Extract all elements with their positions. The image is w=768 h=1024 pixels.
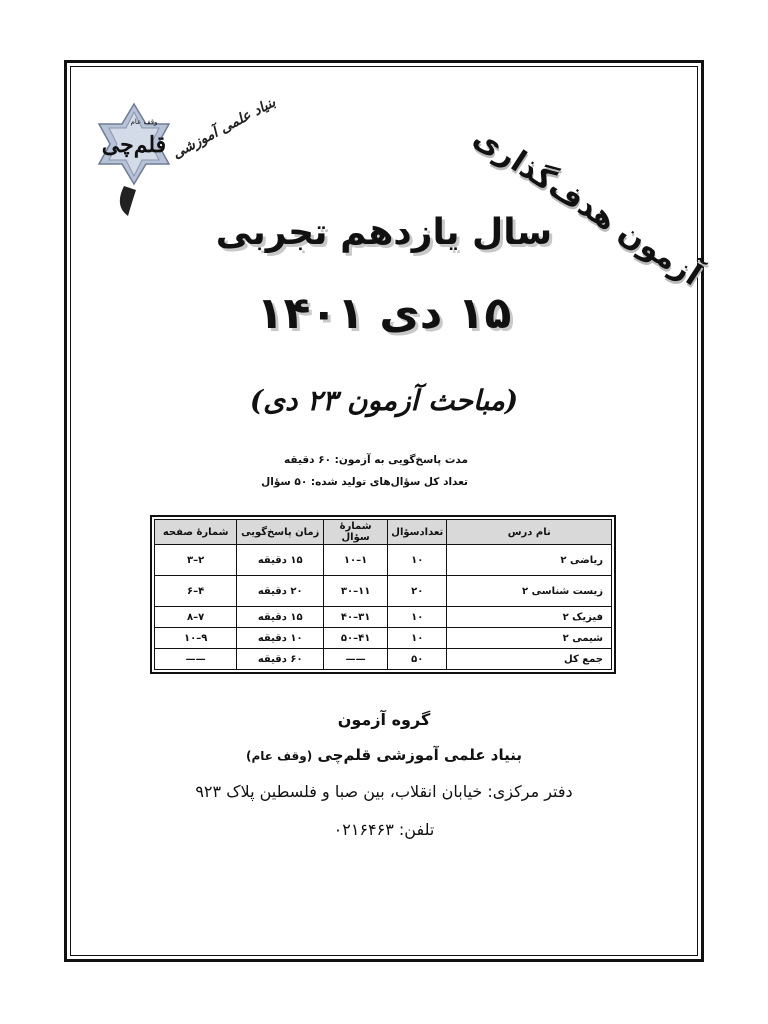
logo-mark-text: قلم‌چی: [101, 132, 167, 158]
cell-time: ۶۰ دقیقه: [237, 649, 324, 670]
cell-subject: فیزیک ۲: [447, 607, 612, 628]
header-range: شمارهٔ سؤال: [324, 520, 388, 545]
table-row: [155, 628, 612, 649]
cell-pages: ——: [155, 649, 237, 670]
exam-date: ۱۵ دی ۱۴۰۱: [256, 288, 512, 339]
cell-count: ۵۰: [388, 649, 447, 670]
header-count: تعدادسؤال: [388, 520, 447, 545]
exam-subtitle: (مباحث آزمون ۲۳ دی): [249, 384, 519, 417]
exam-group: گروه آزمون: [337, 710, 431, 729]
logo-org-text: بنیاد علمی آموزشی: [170, 94, 279, 163]
cell-range: ۳۱–۴۰: [324, 607, 388, 628]
table-row: [155, 576, 612, 607]
header-time: زمان پاسخ‌گویی: [237, 520, 324, 545]
phone-number: تلفن: ۰۲۱۶۴۶۳: [333, 820, 435, 839]
exam-stamp: آزمون هدف‌گذاری: [466, 120, 708, 294]
cell-subject: زیست شناسی ۲: [447, 576, 612, 607]
cell-count: ۲۰: [388, 576, 447, 607]
cell-count: ۱۰: [388, 628, 447, 649]
cell-subject: جمع کل: [447, 649, 612, 670]
cell-range: ۱–۱۰: [324, 545, 388, 576]
table-row: [155, 545, 612, 576]
cell-count: ۱۰: [388, 607, 447, 628]
header-subject: نام درس: [447, 520, 612, 545]
cell-subject: شیمی ۲: [447, 628, 612, 649]
cell-count: ۱۰: [388, 545, 447, 576]
foundation-note: (وقف عام): [245, 749, 313, 763]
cell-time: ۲۰ دقیقه: [237, 576, 324, 607]
cell-range: ۴۱–۵۰: [324, 628, 388, 649]
cell-pages: ۲–۳: [155, 545, 237, 576]
logo-small-text: وقف عام: [130, 118, 158, 126]
header-pages: شمارهٔ صفحه: [155, 520, 237, 545]
page-title: سال یازدهم تجربی: [215, 212, 553, 253]
cell-pages: ۹–۱۰: [155, 628, 237, 649]
foundation-title: بنیاد علمی آموزشی قلم‌چی: [317, 746, 523, 764]
exam-table: [150, 515, 616, 674]
table-row: [155, 607, 612, 628]
cell-pages: ۴–۶: [155, 576, 237, 607]
table-row-total: [155, 649, 612, 670]
foundation-name: [150, 746, 618, 764]
cell-range: ——: [324, 649, 388, 670]
office-address: دفتر مرکزی: خیابان انقلاب، بین صبا و فلسطین پلاک ۹۲۳: [195, 782, 573, 801]
question-count-info: تعداد کل سؤال‌های تولید شده: ۵۰ سؤال: [261, 476, 468, 488]
duration-info: مدت پاسخ‌گویی به آزمون: ۶۰ دقیقه: [284, 454, 468, 466]
cell-range: ۱۱–۳۰: [324, 576, 388, 607]
cell-time: ۱۰ دقیقه: [237, 628, 324, 649]
cell-subject: ریاضی ۲: [447, 545, 612, 576]
cell-pages: ۷–۸: [155, 607, 237, 628]
table-header-row: [155, 520, 612, 545]
cell-time: ۱۵ دقیقه: [237, 545, 324, 576]
cell-time: ۱۵ دقیقه: [237, 607, 324, 628]
